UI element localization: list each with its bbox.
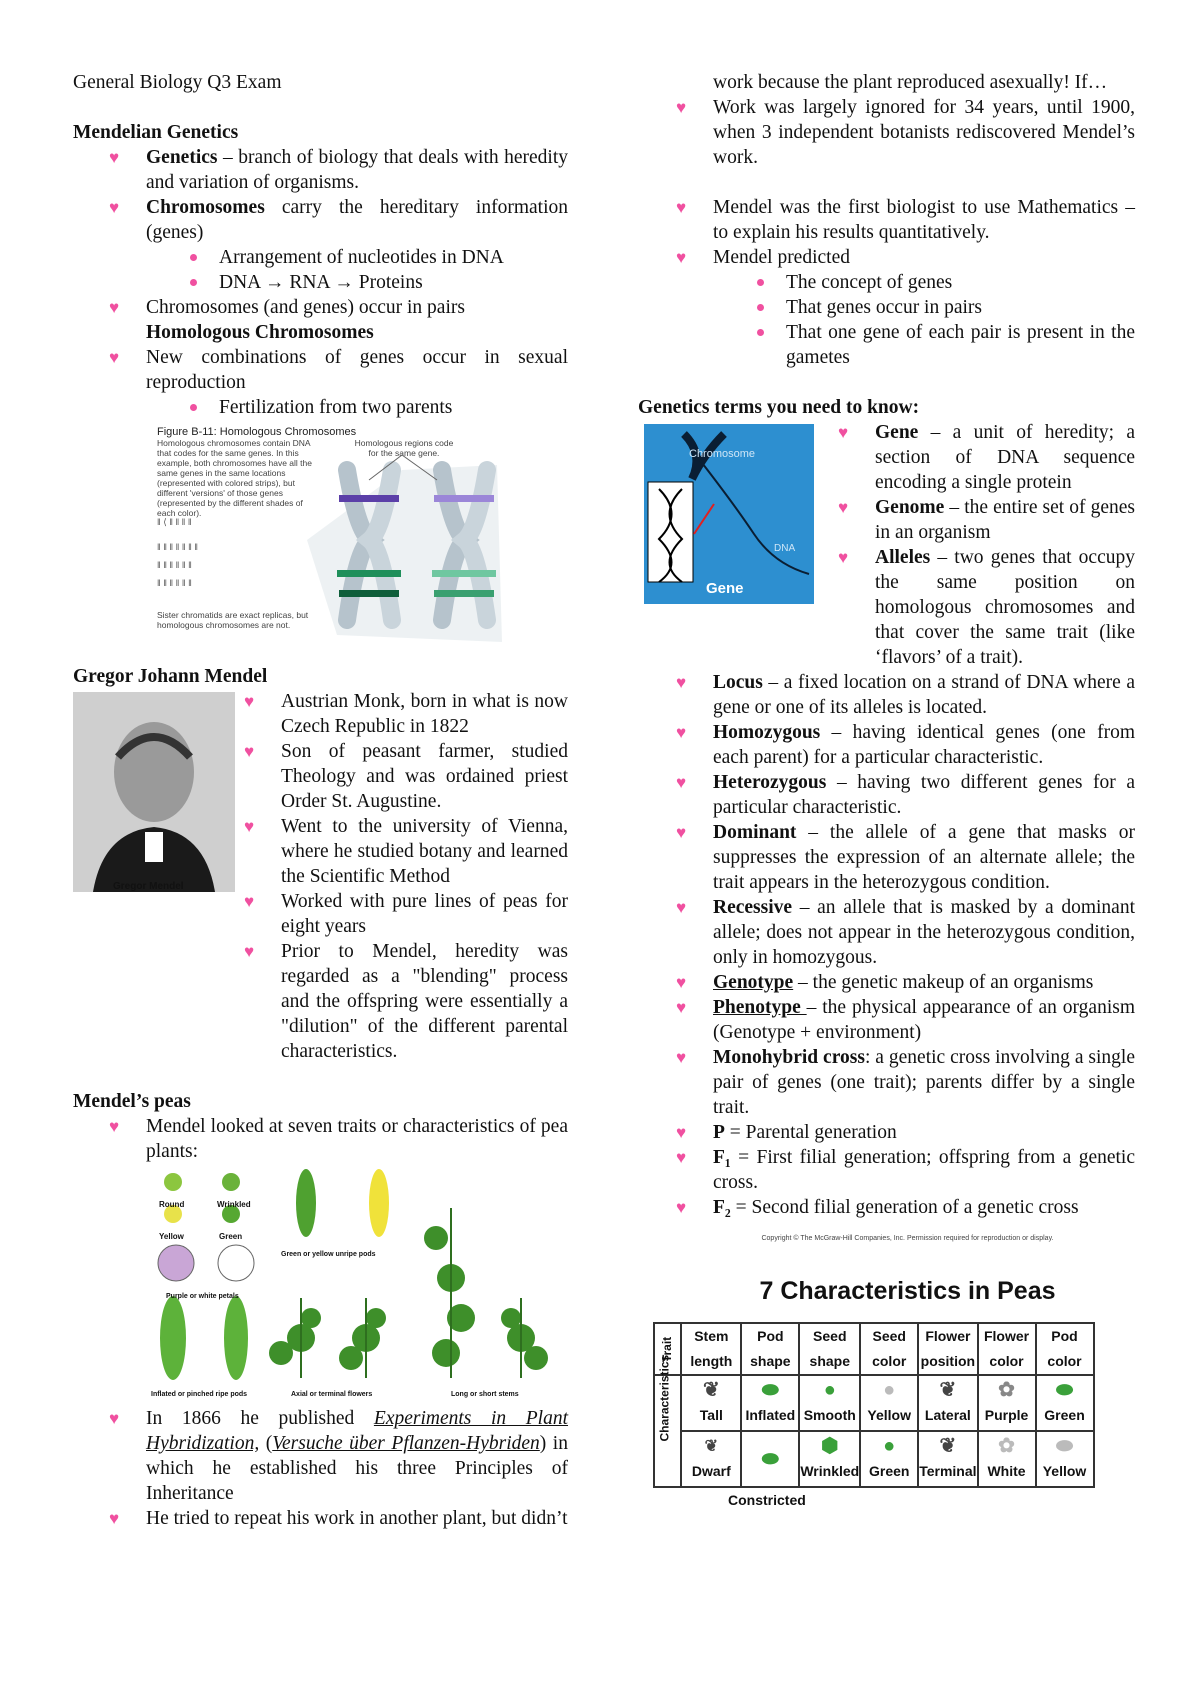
heart-bullet-icon: ♥ [838, 423, 849, 442]
list-item [73, 1506, 568, 1531]
dna-label: DNA [774, 543, 796, 554]
list-item [208, 939, 568, 1064]
trait-value: Yellow [867, 1407, 911, 1423]
trait-value: White [987, 1463, 1026, 1479]
pod-icon: ⬬ [761, 1379, 779, 1401]
section-heading-mendelian: Mendelian Genetics [73, 122, 239, 143]
publication-title: Experiments in Plant Hybridization, [146, 1408, 569, 1454]
definition: – a fixed location on a strand of DNA where a gene or one of its alleles is located. [713, 672, 1135, 718]
heart-bullet-icon: ♥ [676, 673, 687, 692]
mendelian-list [73, 145, 568, 245]
header-cell: Stem length [681, 1323, 741, 1375]
trait-cell [918, 1431, 977, 1487]
dot-bullet-icon [757, 304, 764, 311]
list-item [73, 1406, 568, 1506]
trait-cell [1036, 1431, 1094, 1487]
definition: = First filial generation; offspring from a genetic cross. [713, 1147, 1135, 1193]
prediction-list [640, 270, 1135, 370]
definition: – the genetic makeup of an organisms [793, 972, 1094, 993]
mendel-section [73, 689, 568, 1064]
definition: – having identical genes (one from each parent) for a particular characteristic. [713, 722, 1135, 768]
term-item [640, 1145, 1135, 1195]
characteristics-label-cell [654, 1354, 681, 1487]
trait-cell [799, 1431, 860, 1487]
term-item [640, 820, 1135, 895]
svg-text:‖ ‖ ‖ ‖ ‖ ‖: ‖ ‖ ‖ ‖ ‖ ‖ [157, 578, 192, 588]
trait-value: Green [1044, 1407, 1085, 1423]
heart-bullet-icon: ♥ [244, 817, 255, 836]
term: Homozygous [713, 722, 821, 743]
trait-cell [741, 1431, 799, 1487]
pea-characteristics-chart [640, 1226, 1135, 1508]
term-item [802, 495, 1135, 545]
figure-caption-bottom: Sister chromatids are exact replicas, but homologous chromosomes are not. [157, 610, 309, 630]
sub-item [219, 270, 568, 295]
pea-table-wrap [653, 1322, 1135, 1508]
trait-label: Trait [660, 1336, 675, 1362]
trait-cell [1036, 1375, 1094, 1431]
definition: carry the hereditary information (genes) [146, 197, 568, 243]
list-item [208, 689, 568, 739]
constricted-label: Constricted [728, 1492, 806, 1508]
term-homologous: Homologous Chromosomes [146, 322, 374, 343]
trait-value: Lateral [924, 1407, 971, 1423]
item-text: Mendel was the first biologist to use Mathematics – to explain his results quantitatively. [713, 197, 1135, 243]
term: Recessive [713, 897, 793, 918]
chromosome-label: Chromosome [689, 448, 756, 460]
term-item [802, 545, 1135, 670]
header-cell: Pod color [1036, 1323, 1094, 1375]
term-item [640, 770, 1135, 820]
fig-label: Axial or terminal flowers [291, 1391, 373, 1398]
definition: – a unit of heredity; a section of DNA sequence encoding a single protein [875, 422, 1135, 493]
dot-bullet-icon [190, 254, 197, 261]
heart-bullet-icon: ♥ [244, 692, 255, 711]
chromosome-illustration [157, 420, 607, 642]
definition: – the entire set of genes in an organism [875, 497, 1135, 543]
trait-value: Terminal [919, 1463, 977, 1479]
sub-item-text: Arrangement of nucleotides in DNA [219, 247, 504, 268]
right-column [638, 70, 1136, 1508]
mendelian-list-2 [73, 295, 568, 395]
sub-item-text: That genes occur in pairs [786, 297, 983, 318]
heart-bullet-icon: ♥ [838, 498, 849, 517]
trait-cell [978, 1431, 1036, 1487]
list-item [208, 814, 568, 889]
term-item [640, 1120, 1135, 1145]
term: Locus [713, 672, 763, 693]
chart-title: 7 Characteristics in Peas [759, 1277, 1056, 1305]
seed-icon: ● [823, 1379, 836, 1401]
figure-caption-left: Homologous chromosomes contain DNA that codes for the same genes. In this example, both chromosomes have all the same genes in the same locations (represented with colored strips), but different 'versions' of those genes (represented by the different shades of each color). [157, 438, 312, 518]
trait-value: Wrinkled [800, 1463, 860, 1479]
definition: : a genetic cross involving a single pair of genes (one trait); parents differ by a single trait. [713, 1047, 1135, 1118]
header-cell: Flower position [918, 1323, 977, 1375]
heart-bullet-icon: ♥ [109, 198, 120, 217]
list-item [73, 145, 568, 195]
term: Genome [875, 497, 945, 518]
dot-bullet-icon [190, 279, 197, 286]
list-item [208, 889, 568, 939]
trait-value: Green [868, 1463, 910, 1479]
gene-dna-figure [644, 424, 814, 604]
peas-list-2 [73, 1406, 568, 1531]
fig-label: Purple or white petals [166, 1293, 239, 1300]
definition: – the allele of a gene that masks or suppresses the expression of an alternate allele; the trait appears in the heterozygous condition. [713, 822, 1135, 893]
item-text: Chromosomes (and genes) occur in pairs [146, 297, 465, 318]
item-text: ) in which he established his three Principles of Inheritance [146, 1433, 568, 1504]
section-heading-terms: Genetics terms you need to know: [638, 397, 920, 418]
item-text: Mendel predicted [713, 247, 850, 268]
figure-caption-right: Homologous regions code for the same gene. [354, 438, 454, 458]
heart-bullet-icon: ♥ [676, 1048, 687, 1067]
flower-icon: ❦ [939, 1379, 957, 1401]
sub-item-text: That one gene of each pair is present in the gametes [786, 322, 1135, 368]
heart-bullet-icon: ♥ [244, 942, 255, 961]
list-item [640, 70, 1135, 95]
fig-label: Green or yellow unripe pods [281, 1251, 376, 1258]
svg-text:‖ ‖ ‖ ‖ ‖ ‖ ‖: ‖ ‖ ‖ ‖ ‖ ‖ ‖ [157, 542, 199, 552]
heart-bullet-icon: ♥ [109, 1117, 120, 1136]
term: Dominant [713, 822, 797, 843]
pea-traits-illustration [151, 1168, 556, 1398]
definition: = Second filial generation of a genetic cross [730, 1197, 1079, 1218]
mendel-list [208, 689, 568, 1064]
term: F₂ [713, 1197, 731, 1218]
sub-item-text: DNA → RNA → Proteins [219, 272, 423, 293]
term-item [640, 970, 1135, 995]
heart-bullet-icon: ♥ [244, 892, 255, 911]
term-item [640, 670, 1135, 720]
gene-label: Gene [706, 580, 744, 597]
list-item [640, 95, 1135, 170]
dot-bullet-icon [190, 404, 197, 411]
sub-item [786, 295, 1135, 320]
dot-bullet-icon [757, 329, 764, 336]
fig-label: Round [159, 1200, 185, 1209]
pod-icon: ⬬ [1055, 1379, 1074, 1401]
heart-bullet-icon: ♥ [676, 1148, 687, 1167]
pod-icon: ⬬ [761, 1447, 779, 1470]
item-text: Went to the university of Vienna, where he studied botany and learned the Scientific Method [281, 816, 568, 887]
heart-bullet-icon: ♥ [109, 348, 120, 367]
list-item [73, 1114, 568, 1164]
flower-icon: ❦ [939, 1435, 957, 1457]
sub-list [73, 395, 568, 420]
trait-value: Yellow [1042, 1463, 1087, 1479]
term-item [802, 420, 1135, 495]
heart-bullet-icon: ♥ [676, 773, 687, 792]
term-chromosomes: Chromosomes [146, 197, 265, 218]
term-item [640, 1195, 1135, 1220]
heart-bullet-icon: ♥ [109, 148, 120, 167]
seed-icon: ● [883, 1435, 896, 1457]
term: Monohybrid cross [713, 1047, 865, 1068]
peas-list [73, 1114, 568, 1164]
dot-bullet-icon [757, 279, 764, 286]
sub-item [219, 245, 568, 270]
dwarf-plant-icon: ❦ [704, 1438, 719, 1455]
item-text: work because the plant reproduced asexually! If… [713, 72, 1108, 93]
term-item [640, 895, 1135, 970]
fig-label: Inflated or pinched ripe pods [151, 1391, 248, 1398]
figure-title: Figure B-11: Homologous Chromosomes [157, 426, 357, 438]
term: P [713, 1122, 725, 1143]
item-text: Son of peasant farmer, studied Theology and was ordained priest Order St. Augustine. [281, 741, 568, 812]
heart-bullet-icon: ♥ [676, 723, 687, 742]
terms-list [640, 670, 1135, 1220]
flower-icon: ✿ [998, 1435, 1015, 1457]
definition: – the physical appearance of an organism (Genotype + environment) [713, 997, 1136, 1043]
trait-cell [799, 1375, 860, 1431]
item-text: Worked with pure lines of peas for eight years [281, 891, 568, 937]
header-cell: Flower color [978, 1323, 1036, 1375]
list-item [73, 195, 568, 245]
trait-cell [681, 1375, 741, 1431]
trait-value: Inflated [745, 1407, 796, 1423]
seed-icon: ⬢ [821, 1435, 839, 1457]
heart-bullet-icon: ♥ [838, 548, 849, 567]
heart-bullet-icon: ♥ [676, 898, 687, 917]
fig-label: Wrinkled [217, 1200, 251, 1209]
heart-bullet-icon: ♥ [676, 998, 687, 1017]
sub-item [219, 395, 568, 420]
list-item [640, 195, 1135, 245]
heart-bullet-icon: ♥ [244, 742, 255, 761]
header-cell: Seed shape [799, 1323, 860, 1375]
svg-text:‖ ⟨ ‖ ‖ ‖ ‖: ‖ ⟨ ‖ ‖ ‖ ‖ [157, 517, 192, 527]
heart-bullet-icon: ♥ [676, 973, 687, 992]
pod-icon: ⬬ [1055, 1435, 1074, 1457]
terms-section [640, 420, 1135, 1220]
term: Alleles [875, 547, 931, 568]
trait-value: Dwarf [691, 1463, 731, 1479]
homologous-chromosomes-figure [157, 420, 607, 642]
trait-value: Purple [984, 1407, 1029, 1423]
list-item [73, 345, 568, 395]
header-cell: Seed color [860, 1323, 918, 1375]
term-item [640, 995, 1135, 1045]
heart-bullet-icon: ♥ [676, 1198, 687, 1217]
publication-title-german: Versuche über Pflanzen-Hybriden [272, 1433, 540, 1454]
item-text: Austrian Monk, born in what is now Czech Republic in 1822 [281, 691, 568, 737]
sub-item-text: The concept of genes [786, 272, 953, 293]
term-genetics: Genetics [146, 147, 218, 168]
trait-value: Tall [699, 1407, 723, 1423]
heart-bullet-icon: ♥ [676, 1123, 687, 1142]
heart-bullet-icon: ♥ [109, 298, 120, 317]
term: Heterozygous [713, 772, 827, 793]
definition: = Parental generation [724, 1122, 897, 1143]
portrait-caption: Gregor Mendel [113, 881, 184, 892]
term: Genotype [713, 972, 794, 993]
term: Phenotype [713, 997, 807, 1018]
term-item [640, 720, 1135, 770]
sub-item [786, 270, 1135, 295]
fig-label: Yellow [159, 1232, 184, 1241]
tall-plant-icon: ❦ [702, 1379, 720, 1401]
heart-bullet-icon: ♥ [676, 248, 687, 267]
seed-icon: ● [883, 1379, 896, 1401]
term: F₁ [713, 1147, 731, 1168]
trait-cell [978, 1375, 1036, 1431]
list-item [640, 245, 1135, 270]
trait-cell [741, 1375, 799, 1431]
heart-bullet-icon: ♥ [676, 98, 687, 117]
trait-cell [860, 1375, 918, 1431]
term: Gene [875, 422, 919, 443]
item-text: He tried to repeat his work in another plant, but didn’t [146, 1508, 568, 1529]
continued-list [640, 70, 1135, 170]
svg-text:‖ ‖ ‖ ‖ ‖ ‖: ‖ ‖ ‖ ‖ ‖ ‖ [157, 560, 192, 570]
characteristics-label: Characteristics [657, 1354, 672, 1441]
item-text: New combinations of genes occur in sexual reproduction [146, 347, 568, 393]
trait-cell [918, 1375, 977, 1431]
header-cell: Pod shape [741, 1323, 799, 1375]
heart-bullet-icon: ♥ [109, 1409, 120, 1428]
section-heading-mendel: Gregor Johann Mendel [73, 666, 268, 687]
definition: – branch of biology that deals with heredity and variation of organisms. [146, 147, 568, 193]
term-item [640, 1045, 1135, 1120]
sub-item [786, 320, 1135, 370]
item-text: Work was largely ignored for 34 years, until 1900, when 3 independent botanists rediscovered Mendel’s work. [713, 97, 1135, 168]
heart-bullet-icon: ♥ [109, 1509, 120, 1528]
fig-label: Green [219, 1232, 243, 1241]
pea-characteristics-table [653, 1322, 1095, 1488]
copyright-note: Copyright © The McGraw-Hill Companies, Inc. Permission required for reproduction or display. [761, 1235, 1054, 1242]
sub-item-text: Fertilization from two parents [219, 397, 453, 418]
heart-bullet-icon: ♥ [676, 823, 687, 842]
item-text: ( [259, 1433, 273, 1454]
heart-bullet-icon: ♥ [676, 198, 687, 217]
list-item [73, 295, 568, 345]
left-column [73, 70, 568, 1531]
pea-traits-figure [151, 1168, 556, 1398]
flower-icon: ✿ [998, 1379, 1015, 1401]
trait-cell [681, 1431, 741, 1487]
trait-value: Smooth [803, 1407, 856, 1423]
terms-list-top [802, 420, 1135, 670]
definition: – two genes that occupy the same position on homologous chromosomes and that cover the same trait (like ‘flavors’ of a trait). [875, 547, 1135, 668]
sub-list [73, 245, 568, 295]
definition: – having two different genes for a particular characteristic. [713, 772, 1135, 818]
definition: – an allele that is masked by a dominant allele; does not appear in the heterozygous condition, only in homozygous. [713, 897, 1135, 968]
item-text: In 1866 he published [146, 1408, 374, 1429]
trait-cell [860, 1431, 918, 1487]
item-text: Prior to Mendel, heredity was regarded as a "blending" process and the offspring were essentially a "dilution" of the different parental characteristics. [281, 941, 568, 1062]
item-text: Mendel looked at seven traits or characteristics of pea plants: [146, 1116, 568, 1162]
section-heading-peas: Mendel’s peas [73, 1091, 191, 1112]
fig-label: Long or short stems [451, 1391, 519, 1398]
document-title: General Biology Q3 Exam [73, 72, 282, 93]
list-item [208, 739, 568, 814]
mendel-math-list [640, 195, 1135, 270]
